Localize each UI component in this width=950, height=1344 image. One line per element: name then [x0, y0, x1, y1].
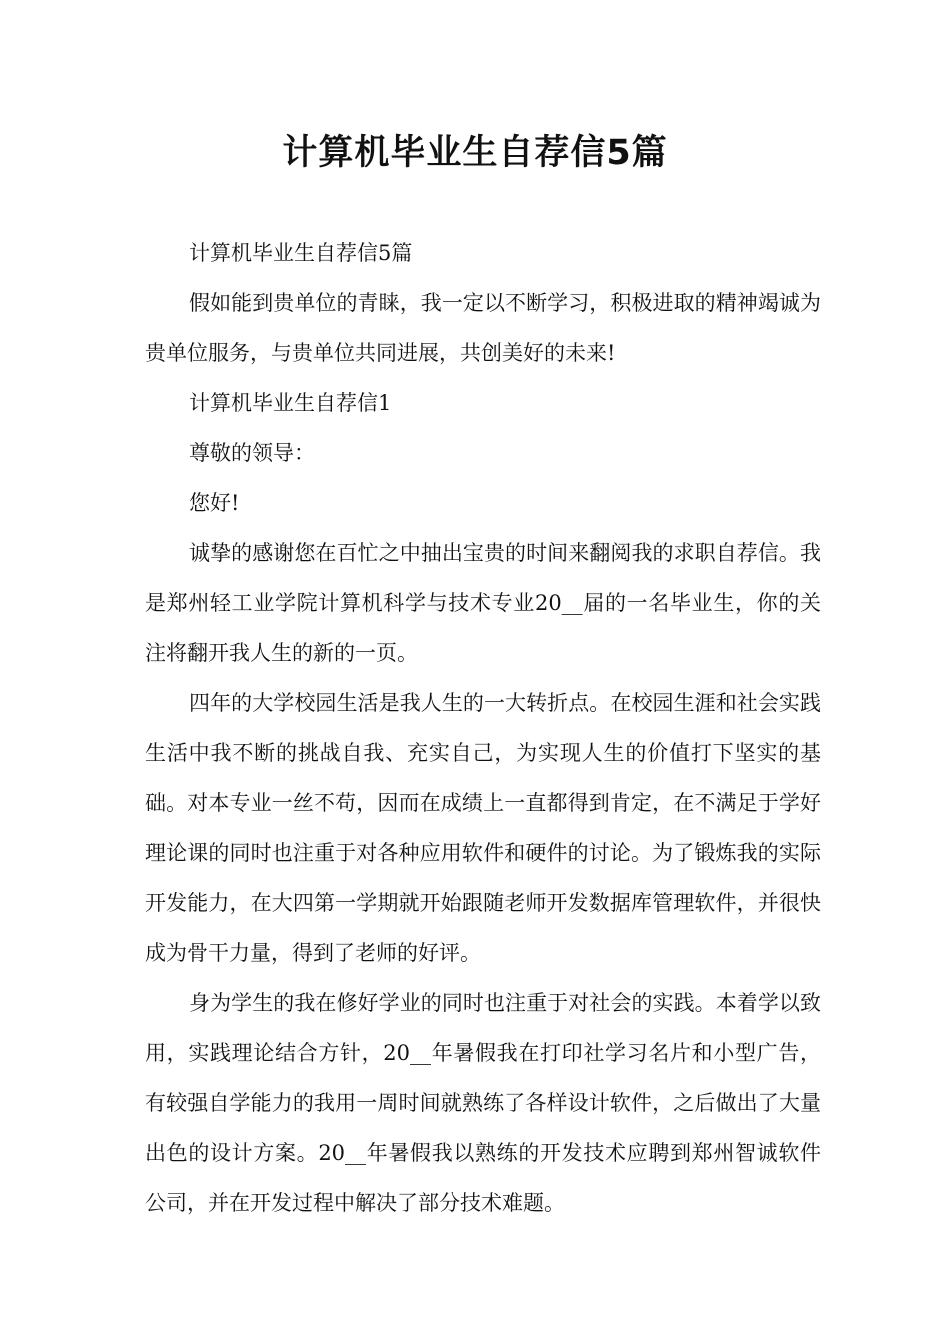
document-title: 计算机毕业生自荐信5篇	[282, 133, 668, 173]
paragraph-salutation: 尊敬的领导：	[189, 441, 315, 465]
paragraph-subtitle: 计算机毕业生自荐信5篇	[189, 241, 413, 265]
paragraph-letter-heading: 计算机毕业生自荐信1	[189, 391, 392, 415]
document-body	[145, 228, 821, 1228]
paragraph-greeting: 您好!	[189, 491, 240, 515]
paragraph-body: 诚挚的感谢您在百忙之中抽出宝贵的时间来翻阅我的求职自荐信。我是郑州轻工业学院计算机科学与技术专业20__届的一名毕业生，你的关注将翻开我人生的新的一页。	[145, 541, 821, 665]
paragraph-body: 四年的大学校园生活是我人生的一大转折点。在校园生涯和社会实践生活中我不断的挑战自我、充实自己，为实现人生的价值打下坚实的基础。对本专业一丝不苟，因而在成绩上一直都得到肯定，在不满足于学好理论课的同时也注重于对各种应用软件和硬件的讨论。为了锻炼我的实际开发能力，在大四第一学期就开始跟随老师开发数据库管理软件，并很快成为骨干力量，得到了老师的好评。	[145, 691, 821, 965]
paragraph-body: 身为学生的我在修好学业的同时也注重于对社会的实践。本着学以致用，实践理论结合方针，20__年暑假我在打印社学习名片和小型广告，有较强自学能力的我用一周时间就熟练了各样设计软件，之后做出了大量出色的设计方案。20__年暑假我以熟练的开发技术应聘到郑州智诚软件公司，并在开发过程中解决了部分技术难题。	[145, 991, 821, 1215]
paragraph-intro: 假如能到贵单位的青睐，我一定以不断学习，积极进取的精神竭诚为贵单位服务，与贵单位共同进展，共创美好的未来!	[145, 291, 821, 365]
